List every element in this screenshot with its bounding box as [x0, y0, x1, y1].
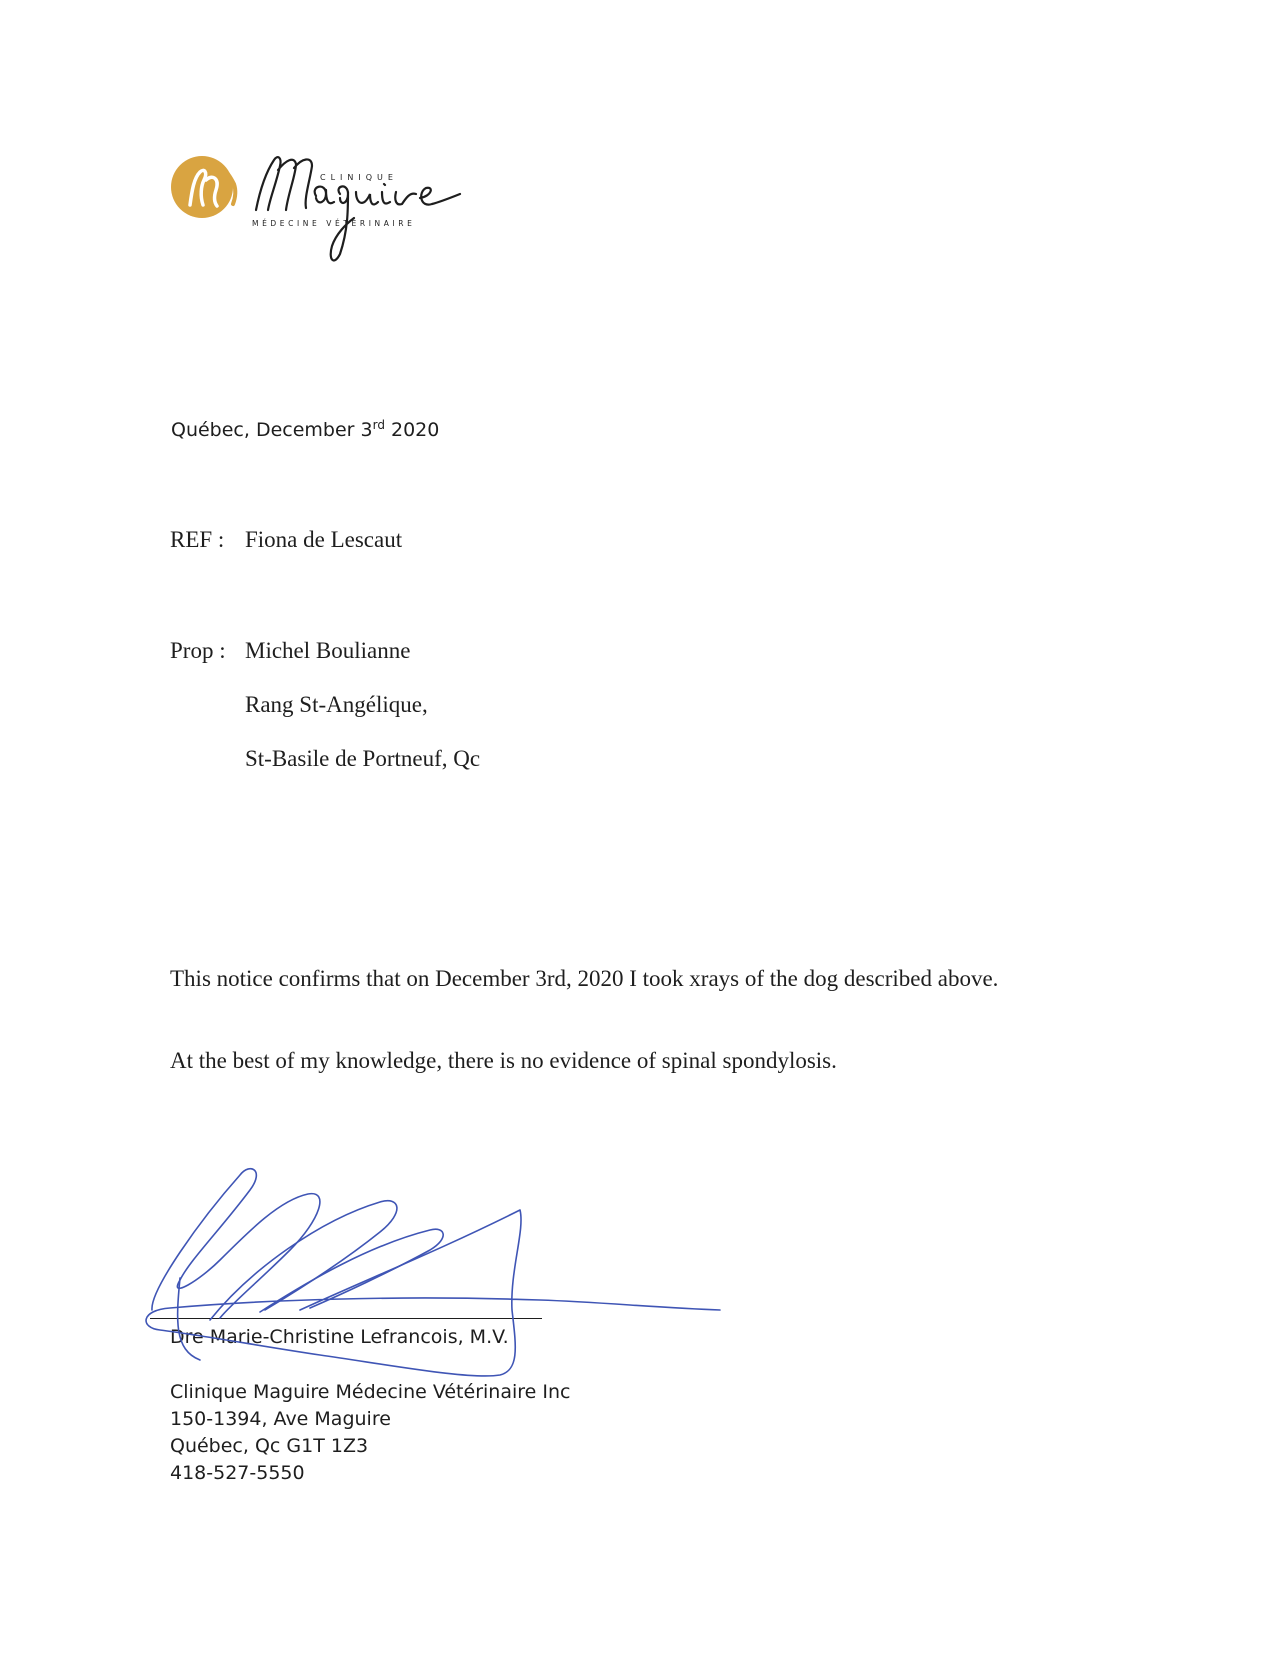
body-paragraph-1: This notice confirms that on December 3rd, 2020 I took xrays of the dog described above.	[170, 966, 999, 991]
prop-label: Prop :	[170, 638, 226, 663]
signature-rule	[150, 1318, 542, 1319]
logo-text-top: CLINIQUE	[320, 173, 398, 182]
ref-value: Fiona de Lescaut	[245, 527, 403, 552]
letter-date	[171, 418, 439, 441]
date-ordinal: rd	[372, 418, 385, 432]
address-line-2: St-Basile de Portneuf, Qc	[245, 746, 481, 771]
prop-name: Michel Boulianne	[245, 638, 411, 663]
footer-city: Québec, Qc G1T 1Z3	[170, 1435, 369, 1457]
date-prefix: Québec, December 3	[171, 419, 373, 441]
signatory-name: Dre Marie-Christine Lefrancois, M.V.	[170, 1326, 509, 1348]
address-line-1: Rang St-Angélique,	[245, 692, 428, 717]
footer-clinic-name: Clinique Maguire Médecine Vétérinaire Inc	[170, 1381, 571, 1403]
footer-phone: 418-527-5550	[170, 1462, 305, 1484]
body-paragraph-2: At the best of my knowledge, there is no evidence of spinal spondylosis.	[170, 1048, 837, 1073]
footer-street: 150-1394, Ave Maguire	[170, 1408, 391, 1430]
ref-label: REF :	[170, 527, 225, 552]
ref-line	[170, 527, 402, 553]
logo-text-bottom: MÉDECINE VÉTÉRINAIRE	[252, 219, 416, 228]
handwritten-signature	[140, 1160, 740, 1390]
date-year: 2020	[384, 419, 440, 441]
clinic-logo	[170, 150, 500, 290]
prop-line	[170, 638, 410, 664]
